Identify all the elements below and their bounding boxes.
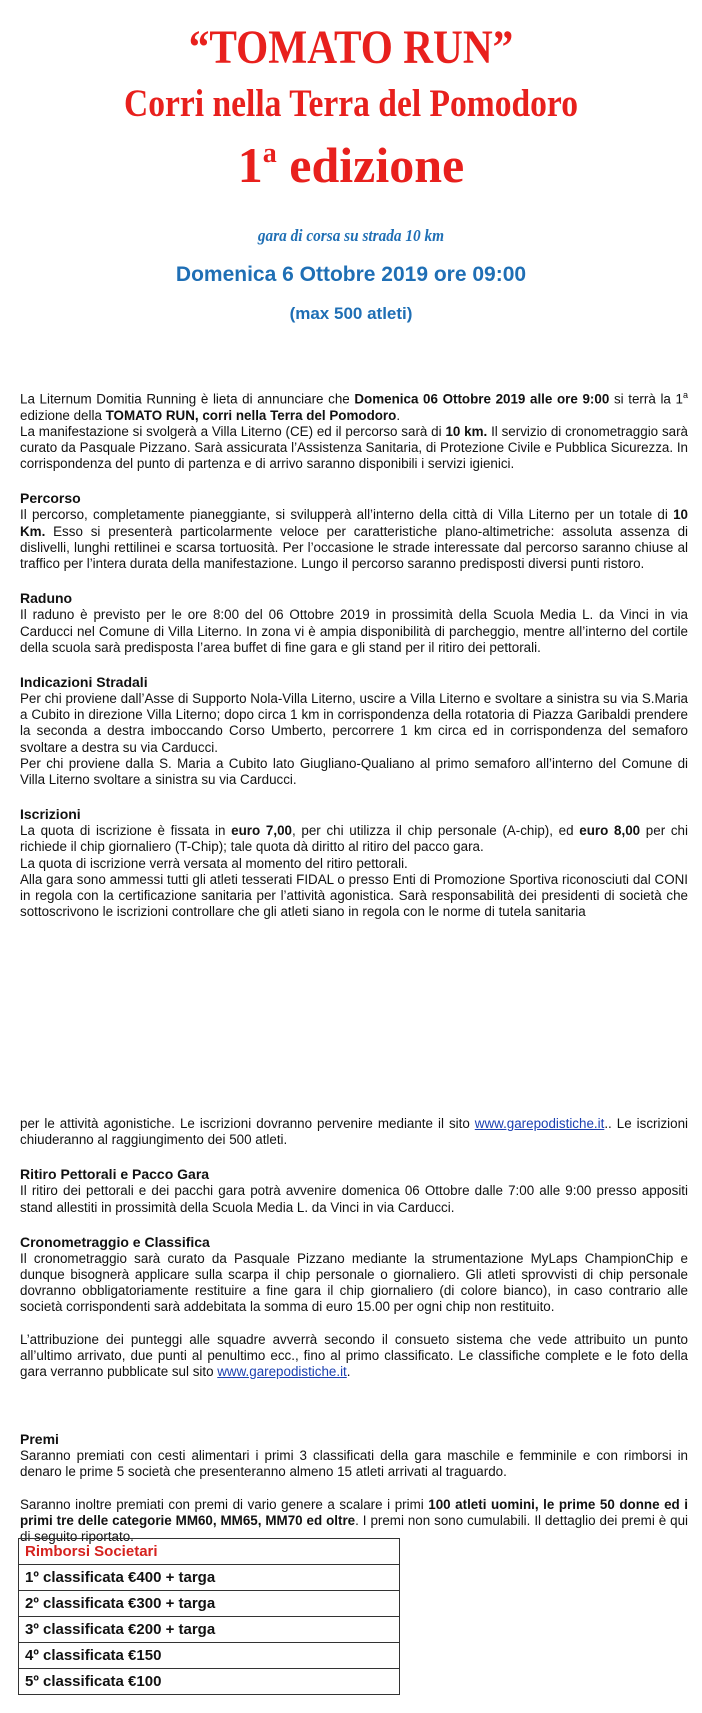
table-row — [19, 1617, 400, 1643]
table-cell: 3º classificata €200 + targa — [19, 1617, 400, 1643]
table-cell: 4º classificata €150 — [19, 1643, 400, 1669]
iscrizioni-text-4: per le attività agonistiche. Le iscrizioni dovranno pervenire mediante il sito www.garepodistiche.it.. Le iscrizioni chiuderanno al raggiungimento dei 500 atleti. — [20, 1116, 688, 1148]
percorso-text: Il percorso, completamente pianeggiante, si svilupperà all’interno della città di Villa Literno per un totale di 10 Km. Esso si presenterà particolarmente veloce per caratteristiche plano-altimetriche: assoluta assenza di dislivelli, lunghi rettilinei e scarsa tortuosità. Per l’occasione le strade interessate dal percorso saranno chiuse al traffico per l’intera durata della manifestazione. Lungo il percorso saranno predisposti diversi punti ristoro. — [20, 507, 688, 572]
table-row — [19, 1591, 400, 1617]
edition-word: edizione — [276, 137, 465, 193]
table-row — [19, 1643, 400, 1669]
ritiro-heading: Ritiro Pettorali e Pacco Gara — [20, 1166, 210, 1183]
event-subtitle: Corri nella Terra del Pomodoro — [124, 82, 578, 125]
iscrizioni-text-2: La quota di iscrizione verrà versata al momento del ritiro pettorali. — [20, 855, 408, 871]
garepodistiche-link[interactable]: www.garepodistiche.it — [474, 1116, 605, 1131]
body-page-2 — [20, 1116, 688, 1545]
premi-text-1: Saranno premiati con cesti alimentari i primi 3 classificati della gara maschile e femminile e con rimborsi in denaro le prime 5 società che presenteranno almeno 15 atleti arrivati al traguardo. — [20, 1448, 688, 1480]
table-row — [19, 1565, 400, 1591]
body-page-1 — [20, 387, 688, 920]
rimborsi-table — [18, 1538, 400, 1695]
table-header-cell: Rimborsi Societari — [19, 1539, 400, 1565]
edition-superscript: a — [262, 138, 277, 169]
table-cell: 5º classificata €100 — [19, 1669, 400, 1695]
indicazioni-text-2: Per chi proviene dalla S. Maria a Cubito lato Giugliano-Qualiano al primo semaforo all’interno del Comune di Villa Literno svoltare a sinistra su via Carducci. — [20, 755, 688, 787]
race-type: gara di corsa su strada 10 km — [257, 226, 445, 245]
premi-heading: Premi — [20, 1431, 59, 1448]
iscrizioni-text-3: Alla gara sono ammessi tutti gli atleti tesserati FIDAL o presso Enti di Promozione Sportiva riconosciuti dal CONI in regola con la certificazione sanitaria per l’attività agonistica. Sarà responsabilità dei presidenti di società che sottoscrivono le iscrizioni controllare che gli atleti siano in regola con le norme di tutela sanitaria — [20, 871, 688, 920]
edition-label — [0, 126, 702, 193]
table-cell: 1º classificata €400 + targa — [19, 1565, 400, 1591]
cronometraggio-heading: Cronometraggio e Classifica — [20, 1233, 210, 1250]
max-athletes: (max 500 atleti) — [289, 304, 413, 323]
intro-paragraph-1: La Liternum Domitia Running è lieta di annunciare che Domenica 06 Ottobre 2019 alle ore 9:00 si terrà la 1$^a$ edizione della TOMATO RUN, corri nella Terra del Pomodoro. — [20, 390, 688, 423]
raduno-text: Il raduno è previsto per le ore 8:00 del 06 Ottobre 2019 in prossimità della Scuola Media L. da Vinci in via Carducci nel Comune di Villa Literno. In zona vi è ampia disponibilità di parcheggio, mentre all’interno del cortile della scuola sarà predisposta l’area buffet di fine gara e gli stand per il ritiro dei pettorali. — [20, 607, 688, 655]
event-title: “TOMATO RUN” — [188, 21, 514, 74]
table-header-row — [19, 1539, 400, 1565]
ritiro-text: Il ritiro dei pettorali e dei pacchi gara potrà avvenire domenica 06 Ottobre dalle 7:00 alle 9:00 presso appositi stand allestiti in prossimità della Scuola Media L. da Vinci in via Carducci. — [20, 1183, 688, 1215]
race-date: Domenica 6 Ottobre 2019 ore 09:00 — [175, 263, 527, 286]
indicazioni-text-1: Per chi proviene dall’Asse di Supporto Nola-Villa Literno, uscire a Villa Literno e svoltare a sinistra su via S.Maria a Cubito in direzione Villa Literno; dopo circa 1 km in corrispondenza della rotatoria di Piazza Garibaldi prendere la seconda a destra imboccando Corso Umberto, percorrere 1 km circa ed in corrispondenza del semaforo svoltare a destra su via Carducci. — [20, 690, 688, 755]
cronometraggio-text-1: Il cronometraggio sarà curato da Pasquale Pizzano mediante la strumentazione MyLaps ChampionChip e dunque bisognerà applicare sulla scarpa il chip personale o giornaliero. Gli atleti sprovvisti di chip personale dovranno obbligatoriamente restituire a fine gara il chip giornaliero (di colore bianco), in caso contrario alle società corrispondenti sarà addebitata la somma di euro 15.00 per ogni chip non restituito. — [20, 1250, 688, 1315]
garepodistiche-link-2[interactable]: www.garepodistiche.it — [217, 1364, 347, 1380]
iscrizioni-text-1: La quota di iscrizione è fissata in euro 7,00, per chi utilizza il chip personale (A-chip), ed euro 8,00 per chi richiede il chip giornaliero (T-Chip); tale quota dà diritto al ritiro del pacco gara. — [20, 823, 688, 855]
raduno-heading: Raduno — [20, 590, 73, 607]
cronometraggio-text-2: L’attribuzione dei punteggi alle squadre avverrà secondo il consueto sistema che vede attribuito un punto all’ultimo arrivato, due punti al penultimo ecc., fino al primo classificato. Le classifiche complete e le foto della gara verranno pubblicate sul sito www.garepodistiche.it. — [20, 1331, 688, 1380]
indicazioni-heading: Indicazioni Stradali — [20, 673, 148, 690]
intro-paragraph-2: La manifestazione si svolgerà a Villa Literno (CE) ed il percorso sarà di 10 km. Il servizio di cronometraggio sarà curato da Pasquale Pizzano. Sarà assicurata l’Assistenza Sanitaria, di Protezione Civile e Pubblica Sicurezza. In corrispondenza del punto di partenza e di arrivo saranno disponibili i servizi igienici. — [20, 423, 689, 472]
premi-text-2: Saranno inoltre premiati con premi di vario genere a scalare i primi 100 atleti uomini, le prime 50 donne ed i primi tre delle categorie MM60, MM65, MM70 ed oltre. I premi non sono cumulabili. Il dettaglio dei premi è qui di seguito riportato. — [20, 1496, 688, 1545]
edition-number: 1 — [237, 137, 263, 193]
percorso-heading: Percorso — [20, 490, 81, 507]
table-row — [19, 1669, 400, 1695]
iscrizioni-heading: Iscrizioni — [20, 806, 81, 823]
table-cell: 2º classificata €300 + targa — [19, 1591, 400, 1617]
